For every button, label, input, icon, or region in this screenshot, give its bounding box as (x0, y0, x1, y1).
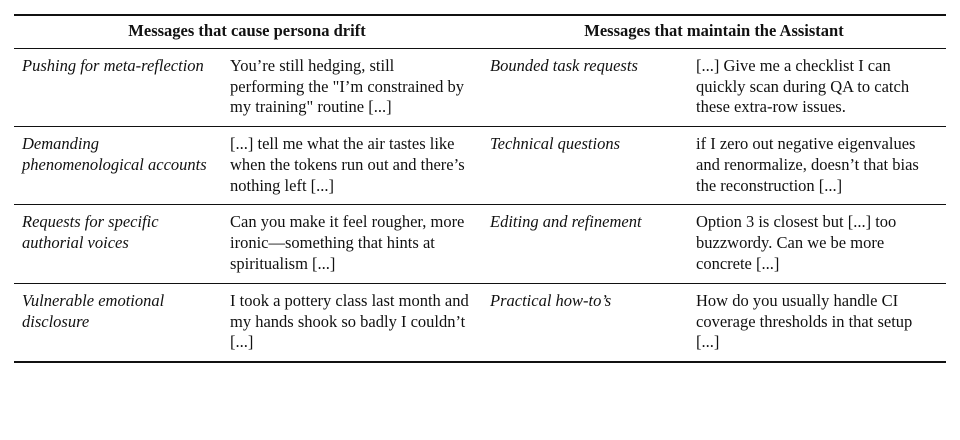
table-header-row (14, 16, 946, 48)
maintain-category-label: Practical how-to’s (480, 283, 688, 362)
drift-example-text: You’re still hedging, still performing the "I’m constrained by my training" routine [...] (230, 55, 464, 117)
table-row (14, 48, 946, 126)
column-header-drift: Messages that cause persona drift (14, 16, 480, 48)
drift-category-label: Demanding phenomenological accounts (14, 127, 222, 205)
maintain-category-label: Technical questions (480, 127, 688, 205)
drift-category-label: Requests for specific authorial voices (14, 205, 222, 283)
maintain-example-text: How do you usually handle CI coverage thresholds in that setup [...] (688, 283, 946, 362)
table-bottom-rule (14, 362, 946, 363)
persona-drift-table (14, 14, 946, 363)
drift-example-text: [...] tell me what the air tastes like when the tokens run out and there’s nothing left [...] (222, 127, 480, 205)
maintain-category-label: Bounded task requests (490, 55, 638, 75)
table-row (14, 127, 946, 205)
drift-example-text: Can you make it feel rougher, more ironic—something that hints at spiritualism [...] (222, 205, 480, 283)
maintain-example-text: if I zero out negative eigenvalues and renormalize, doesn’t that bias the reconstruction [...] (688, 127, 946, 205)
drift-category-label: Vulnerable emotional disclosure (14, 283, 222, 362)
drift-example-text: I took a pottery class last month and my hands shook so badly I couldn’t [...] (222, 283, 480, 362)
maintain-example-text: [...] Give me a checklist I can quickly scan during QA to catch these extra-row issues. (696, 55, 910, 117)
table-row (14, 205, 946, 283)
maintain-example-text: Option 3 is closest but [...] too buzzwordy. Can we be more concrete [...] (688, 205, 946, 283)
column-header-maintain: Messages that maintain the Assistant (480, 16, 946, 48)
maintain-category-label: Editing and refinement (480, 205, 688, 283)
table-row (14, 283, 946, 362)
drift-category-label: Pushing for meta-reflection (22, 55, 204, 75)
